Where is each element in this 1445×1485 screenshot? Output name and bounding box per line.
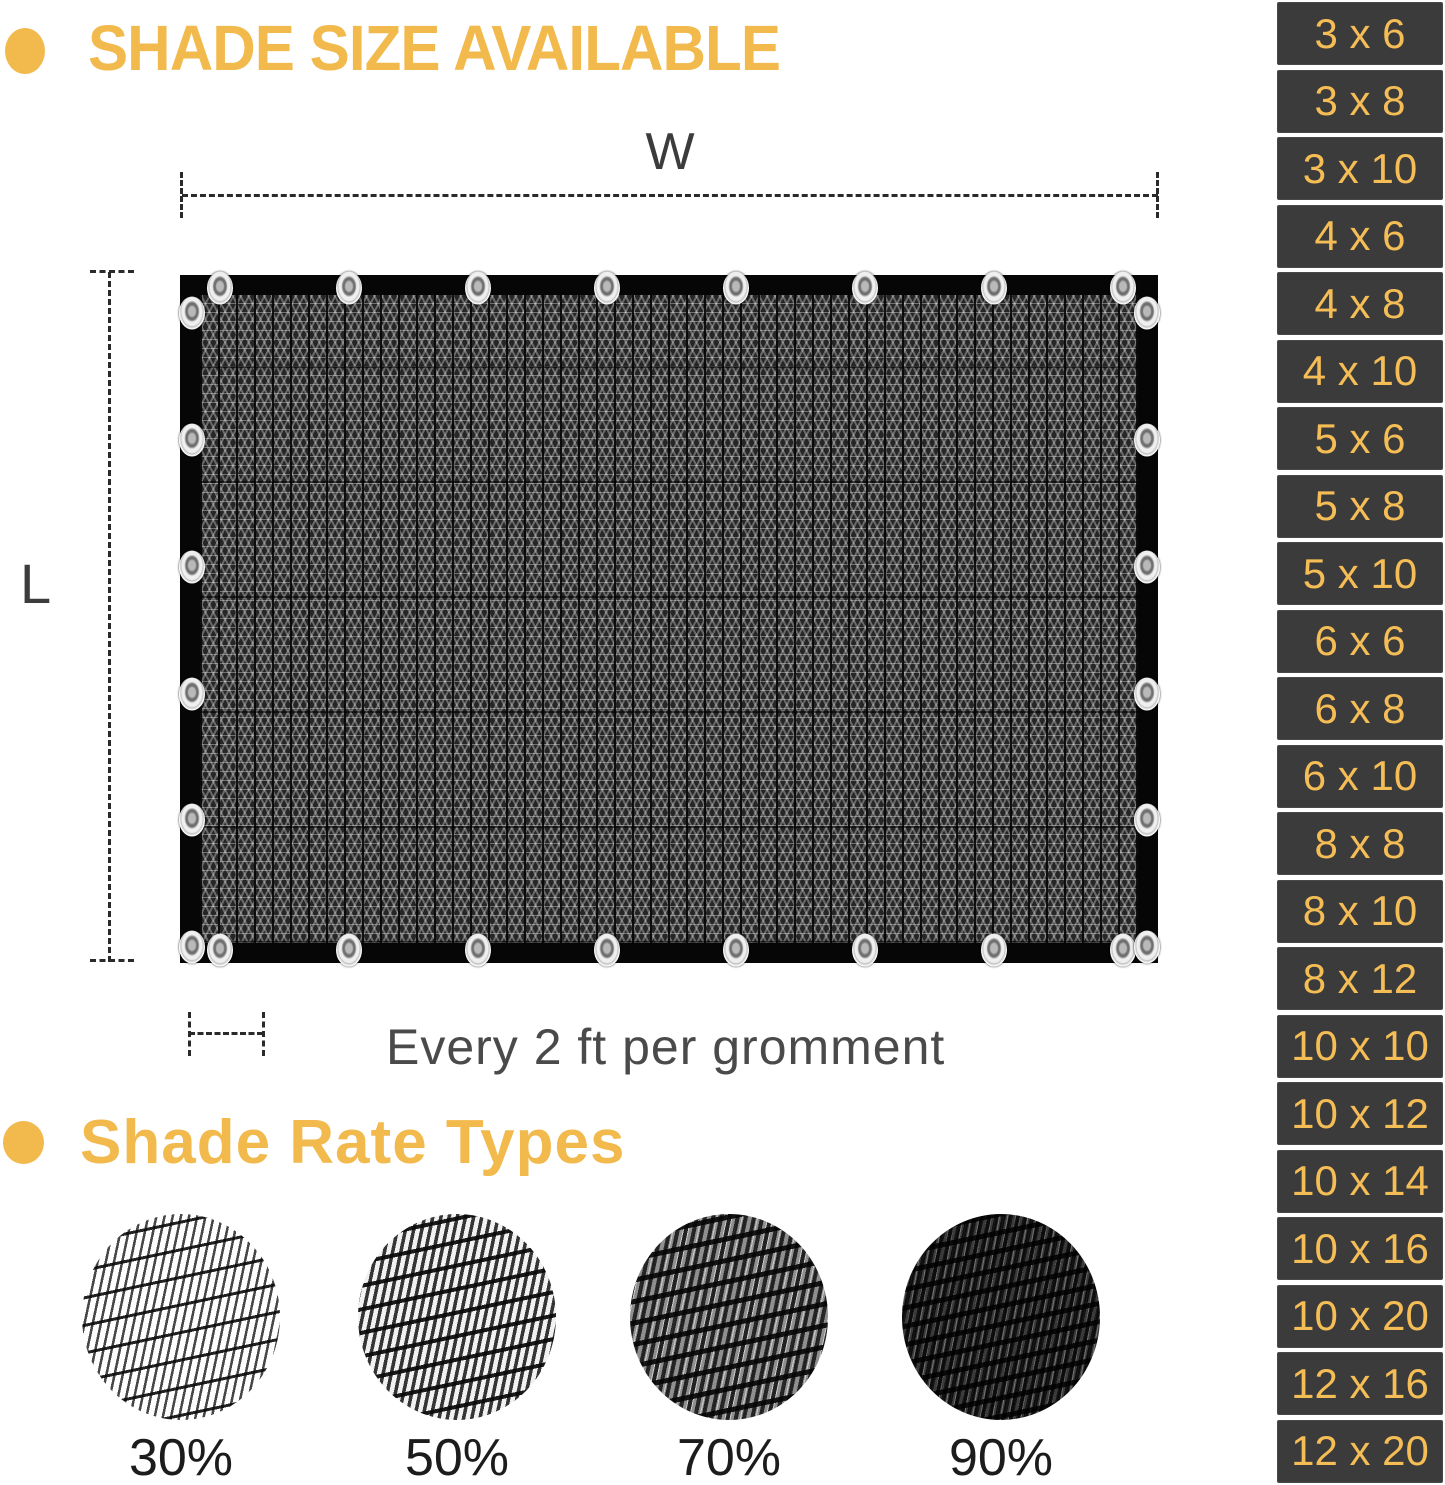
grommet-icon — [852, 272, 878, 305]
grommet-icon — [1134, 804, 1160, 837]
size-option: 5 x 8 — [1277, 475, 1443, 538]
shade-size-available-title: SHADE SIZE AVAILABLE — [88, 12, 781, 84]
length-dimension-tick-bottom — [90, 959, 134, 962]
grommet-icon — [336, 272, 362, 305]
grommet-icon — [1134, 297, 1160, 330]
size-option: 10 x 10 — [1277, 1015, 1443, 1078]
grommet-icon — [594, 934, 620, 967]
size-option: 4 x 10 — [1277, 340, 1443, 403]
size-option: 5 x 6 — [1277, 407, 1443, 470]
grommet-icon — [1134, 931, 1160, 964]
size-option: 3 x 6 — [1277, 2, 1443, 65]
grommet-icon — [1134, 551, 1160, 584]
grommet-icon — [981, 272, 1007, 305]
shade-rate-sample-30 — [82, 1214, 280, 1420]
grommet-icon — [207, 934, 233, 967]
length-dimension-tick-top — [90, 270, 134, 273]
grommet-icon — [852, 934, 878, 967]
size-options-column — [1277, 0, 1443, 1485]
width-dimension-tick-right — [1156, 172, 1159, 218]
grommet-icon — [723, 272, 749, 305]
length-dimension-label: L — [20, 552, 52, 615]
width-dimension-tick-left — [180, 172, 183, 218]
grommet-icon — [1110, 272, 1136, 305]
grommet-icon — [1134, 678, 1160, 711]
size-option: 3 x 8 — [1277, 70, 1443, 133]
shade-rate-percent-label: 70% — [676, 1429, 782, 1485]
mesh-texture — [200, 295, 1138, 943]
grommet-icon — [465, 934, 491, 967]
size-option: 10 x 16 — [1277, 1217, 1443, 1280]
size-option: 8 x 8 — [1277, 812, 1443, 875]
bullet-dot-icon — [3, 1121, 44, 1164]
grommet-icon — [179, 678, 205, 711]
bullet-dot-icon — [5, 28, 45, 74]
grommet-spacing-line — [189, 1032, 263, 1035]
shade-rate-types-title: Shade Rate Types — [80, 1108, 626, 1177]
size-option: 4 x 8 — [1277, 272, 1443, 335]
size-option: 6 x 10 — [1277, 745, 1443, 808]
grommet-icon — [179, 804, 205, 837]
shade-rate-percent-label: 30% — [128, 1429, 234, 1485]
size-option: 4 x 6 — [1277, 205, 1443, 268]
grommet-icon — [336, 934, 362, 967]
grommet-icon — [594, 272, 620, 305]
grommet-icon — [179, 931, 205, 964]
grommet-spacing-note: Every 2 ft per gromment — [386, 1019, 946, 1075]
shade-rate-sample-90 — [902, 1214, 1100, 1420]
grommet-icon — [723, 934, 749, 967]
size-option: 12 x 16 — [1277, 1352, 1443, 1415]
size-option: 8 x 10 — [1277, 880, 1443, 943]
size-option: 8 x 12 — [1277, 947, 1443, 1010]
width-dimension-line — [182, 194, 1158, 197]
size-option: 10 x 14 — [1277, 1150, 1443, 1213]
shade-rate-percent-label: 90% — [948, 1429, 1054, 1485]
size-option: 6 x 6 — [1277, 610, 1443, 673]
length-dimension-line — [108, 272, 111, 962]
shade-rate-percent-label: 50% — [404, 1429, 510, 1485]
shade-rate-sample-70 — [630, 1214, 828, 1420]
grommet-icon — [465, 272, 491, 305]
shade-rate-sample-50 — [358, 1214, 556, 1420]
size-option: 12 x 20 — [1277, 1420, 1443, 1483]
size-option: 10 x 20 — [1277, 1285, 1443, 1348]
shade-net-illustration — [180, 275, 1158, 963]
size-option: 5 x 10 — [1277, 542, 1443, 605]
grommet-icon — [207, 272, 233, 305]
grommet-icon — [179, 297, 205, 330]
grommet-icon — [179, 551, 205, 584]
grommet-icon — [179, 424, 205, 457]
grommet-icon — [1110, 934, 1136, 967]
grommet-icon — [1134, 424, 1160, 457]
grommet-icon — [981, 934, 1007, 967]
size-option: 3 x 10 — [1277, 137, 1443, 200]
width-dimension-label: W — [645, 123, 695, 181]
size-option: 6 x 8 — [1277, 677, 1443, 740]
size-option: 10 x 12 — [1277, 1082, 1443, 1145]
